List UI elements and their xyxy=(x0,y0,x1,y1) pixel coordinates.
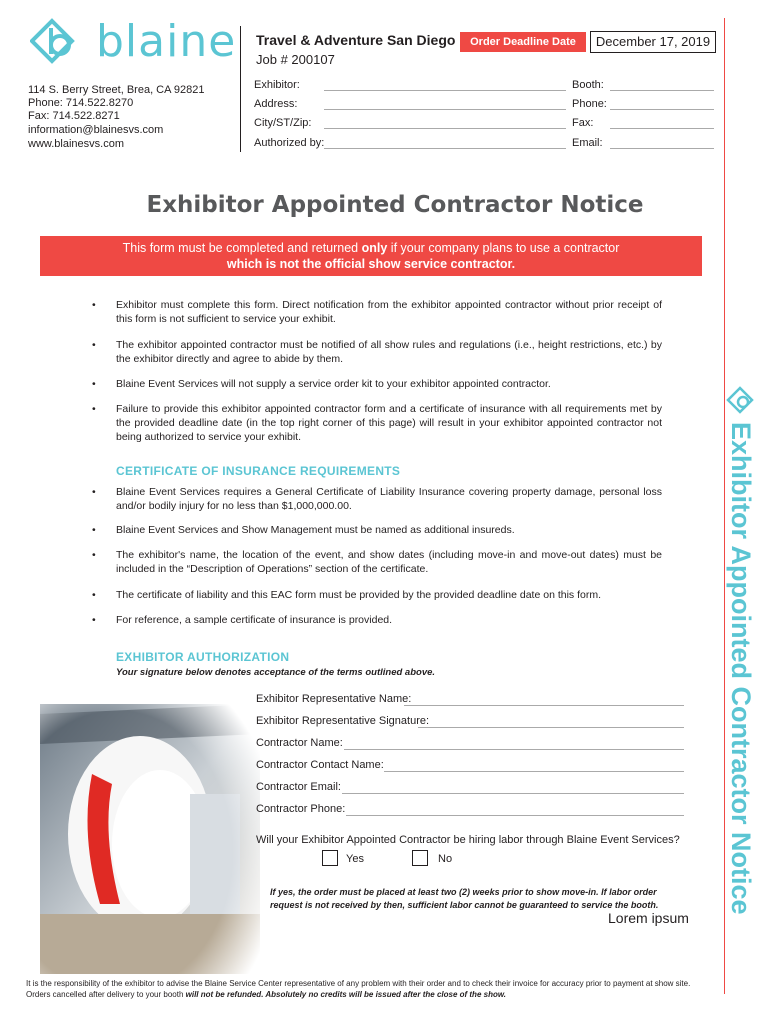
exhibitor-field[interactable] xyxy=(324,90,566,91)
footer xyxy=(26,978,716,1000)
no-label: No xyxy=(438,853,453,865)
phone-line: Phone: 714.522.8270 xyxy=(28,97,134,109)
notice-banner xyxy=(40,236,702,276)
email-line: information@blainesvs.com xyxy=(28,124,164,136)
event-name: Travel & Adventure San Diego xyxy=(256,32,456,48)
insurance-heading: CERTIFICATE OF INSURANCE REQUIREMENTS xyxy=(116,464,401,478)
side-title xyxy=(718,380,762,1000)
contractor-name-label: Contractor Name: xyxy=(256,737,343,749)
banner-line-2: which is not the official show service contractor. xyxy=(226,257,516,271)
side-title-text: Exhibitor Appointed Contractor Notice xyxy=(726,422,756,915)
fax-label: Fax: xyxy=(572,117,594,129)
contractor-phone-field[interactable] xyxy=(346,815,684,816)
email-field[interactable] xyxy=(610,148,714,149)
lorem-text: Lorem ipsum xyxy=(608,910,689,926)
fax-field[interactable] xyxy=(610,128,714,129)
address-label: Address: xyxy=(254,98,298,110)
labor-note: If yes, the order must be placed at least two (2) weeks prior to show move-in. If labor order request is not received by then, sufficient labor cannot be guaranteed to service the booth. xyxy=(270,887,659,910)
city-field[interactable] xyxy=(324,128,566,129)
job-number: Job # 200107 xyxy=(256,52,335,67)
page-title: Exhibitor Appointed Contractor Notice xyxy=(146,192,644,218)
website-line: www.blainesvs.com xyxy=(28,138,124,150)
booth-field[interactable] xyxy=(610,90,714,91)
fax-line: Fax: 714.522.8271 xyxy=(28,110,120,122)
booth-photo xyxy=(40,704,260,974)
contractor-email-label: Contractor Email: xyxy=(256,781,341,793)
email-label: Email: xyxy=(572,137,603,149)
deadline-label: Order Deadline Date xyxy=(460,32,586,52)
booth-label: Booth: xyxy=(572,79,604,91)
address-field[interactable] xyxy=(324,109,566,110)
authorization-subnote: Your signature below denotes acceptance of the terms outlined above. xyxy=(116,667,436,678)
footer-line-1: It is the responsibility of the exhibitor to advise the Blaine Service Center representative of any problem with their order and to check their invoice for accuracy prior to payment at show site. xyxy=(26,979,691,988)
contractor-email-field[interactable] xyxy=(342,793,684,794)
authorized-field[interactable] xyxy=(324,148,566,149)
phone-field[interactable] xyxy=(610,109,714,110)
authorized-label: Authorized by: xyxy=(254,137,325,149)
contractor-contact-label: Contractor Contact Name: xyxy=(256,759,384,771)
yes-label: Yes xyxy=(346,853,364,865)
yes-checkbox[interactable] xyxy=(322,850,338,866)
contractor-name-field[interactable] xyxy=(344,749,684,750)
city-label: City/ST/Zip: xyxy=(254,117,312,129)
contractor-contact-field[interactable] xyxy=(384,771,684,772)
rep-name-label: Exhibitor Representative Name: xyxy=(256,693,412,705)
exhibitor-label: Exhibitor: xyxy=(254,79,300,91)
address-line: 114 S. Berry Street, Brea, CA 92821 xyxy=(28,84,205,96)
deadline-value: December 17, 2019 xyxy=(590,31,716,53)
no-checkbox[interactable] xyxy=(412,850,428,866)
blaine-logo-icon xyxy=(30,18,90,64)
footer-line-2: Orders cancelled after delivery to your booth will not be refunded. Absolutely no credits will be issued after the close of the show. xyxy=(26,990,506,999)
phone-label: Phone: xyxy=(572,98,607,110)
labor-question: Will your Exhibitor Appointed Contractor be hiring labor through Blaine Event Services? xyxy=(256,834,680,846)
contractor-phone-label: Contractor Phone: xyxy=(256,803,346,815)
banner-line-1: This form must be completed and returned only if your company plans to use a contractor xyxy=(122,241,620,255)
header-divider xyxy=(240,26,241,152)
authorization-heading: EXHIBITOR AUTHORIZATION xyxy=(116,650,290,664)
rep-signature-field[interactable] xyxy=(418,727,684,728)
brand-name: blaine xyxy=(96,16,237,67)
rep-signature-label: Exhibitor Representative Signature: xyxy=(256,715,430,727)
rep-name-field[interactable] xyxy=(404,705,684,706)
